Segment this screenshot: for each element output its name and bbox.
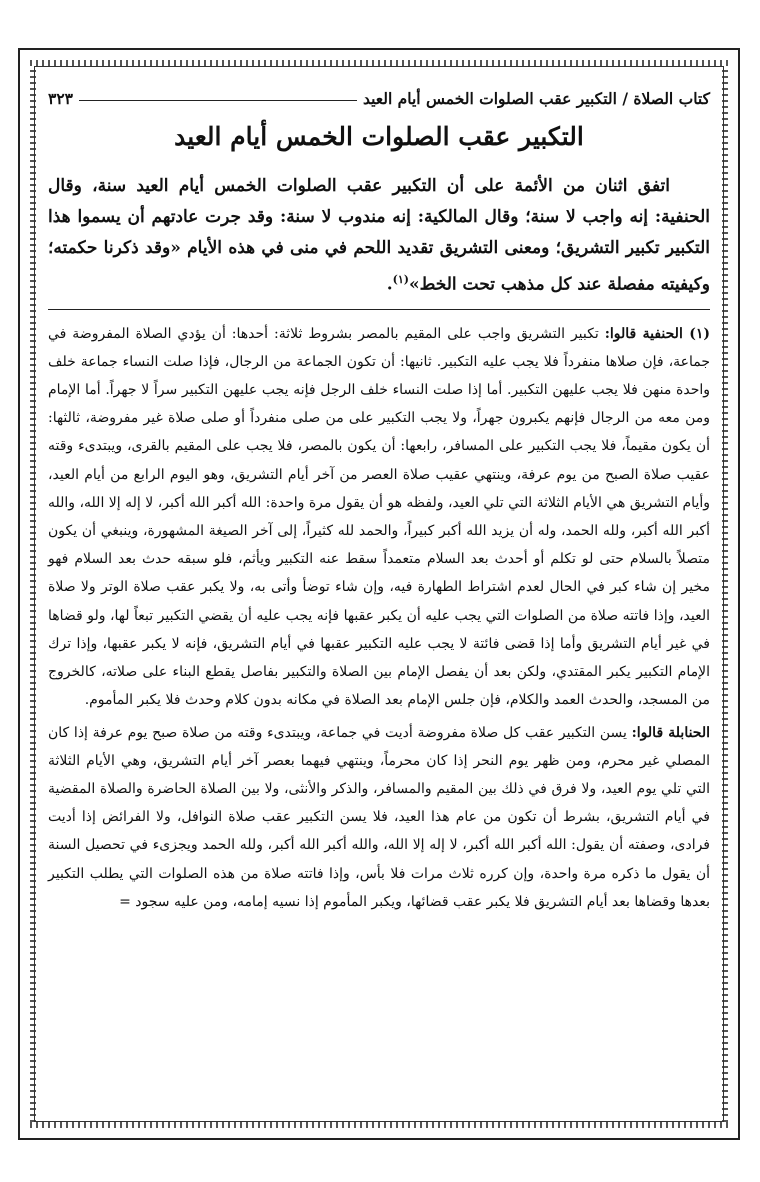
footnote-hanbali [48, 719, 710, 916]
running-header [48, 80, 710, 108]
intro-end: . [386, 274, 393, 295]
footnote-hanafi-text: تكبير التشريق واجب على المقيم بالمصر بشروط ثلاثة: أحدها: أن يؤدي الصلاة المفروضة في جماعة، فإن صلاها منفرداً فلا يجب عليه التكبير. ثانيها: أن تكون الجماعة من الرجال، فإذا صلت النساء جماعة خلف واحدة منهن فلا يجب عليهن التكبير. أما إذا صلت النساء خلف الرجل فإنه يجب عليهن التكبير سراً لا جهراً. أما الإمام ومن معه من الرجال فإنهم يكبرون جهراً، ولا يجب التكبير على من صلى منفرداً أو صلى صلاة غير مفروضة، ثالثها: أن يكون مقيماً، فلا يجب التكبير على المسافر، رابعها: أن يكون بالمصر، فلا يجب على المقيم بالقرى، ويبتدىء وقته عقيب صلاة الصبح من يوم عرفة، وينتهي عقيب صلاة العصر من آخر أيام التشريق، وهو اليوم الرابع من أيام العيد، وأيام التشريق هي الأيام الثلاثة التي تلي العيد، ولفظه هو أن يقول مرة واحدة: الله أكبر الله أكبر، لا إله إلا الله، والله أكبر الله أكبر، ولله الحمد، وله أن يزيد الله أكبر كبيراً، والحمد لله كثيراً، إلى آخر الصيغة المشهورة، وينبغي أن يكون متصلاً بالسلام حتى لو تكلم أو أحدث بعد السلام متعمداً سقط عنه التكبير ويأثم، فلو سبقه حدث بعد السلام فهو مخير إن شاء كبر في الحال لعدم اشتراط الطهارة فيه، وإن شاء توضأ وأتى به، ولا يكبر عقب صلاة الوتر ولا صلاة العيد، وإذا فاتته صلاة من الصلوات التي يجب عليه أن يكبر عقبها فإنه يجب عليه أن يقضي التكبير تبعاً لها، ولو قضاها في غير أيام التشريق وأما إذا قضى فائتة لا يجب عليه التكبير عقبها في أيام التشريق، فإنه لا يكبر عقبها، وإذا ترك الإمام التكبير يكبر المقتدي، ولكن بعد أن يفصل الإمام بين الصلاة والتكبير بفاصل يقطع البناء على صلاته، كالخروج من المسجد، والحدث العمد والكلام، فإن جلس الإمام بعد الصلاة في مكانه بدون كلام وحدث فلا يكبر المأموم. [48, 325, 710, 709]
section-title: التكبير عقب الصلوات الخمس أيام العيد [174, 122, 584, 151]
page-content [48, 80, 710, 1110]
page-number: ٣٢٣ [48, 89, 73, 108]
footnote-hanbali-label: الحنابلة قالوا: [631, 724, 710, 741]
intro-text: اتفق اثنان من الأئمة على أن التكبير عقب الصلوات الخمس أيام العيد سنة، وقال الحنفية: إنه واجب لا سنة؛ وقال المالكية: إنه مندوب لا سنة: وقد جرت عادتهم أن يسموا هذا التكبير تكبير التشريق؛ ومعنى التشريق تقديد اللحم في منى في هذه الأيام «وقد ذكرنا حكمته؛ وكيفيته مفصلة عند كل مذهب تحت الخط» [48, 176, 710, 295]
footnote-divider [48, 309, 710, 310]
running-header-rule [79, 100, 357, 101]
footnote-hanafi-label: (١) الحنفية قالوا: [604, 325, 710, 342]
running-header-title: كتاب الصلاة / التكبير عقب الصلوات الخمس أيام العيد [362, 89, 710, 108]
footnote-hanafi [48, 320, 710, 715]
footnote-hanbali-text: يسن التكبير عقب كل صلاة مفروضة أديت في جماعة، ويبتدىء وقته من صلاة صبح يوم عرفة إذا كان المصلي غير محرم، ومن ظهر يوم النحر إذا كان محرماً، وينتهي فيهما بعصر آخر أيام التشريق، وهي الأيام الثلاثة التي تلي يوم العيد، ولا فرق في ذلك بين المقيم والمسافر، والذكر والأنثى، ولا بين الصلاة الحاضرة والصلاة المقضية في أيام التشريق، بشرط أن تكون من عام هذا العيد، فلا يسن التكبير عقب صلاة النوافل، ولا الفرائض إذا أديت فرادى، وصفته أن يقول: الله أكبر الله أكبر، لا إله إلا الله، والله أكبر الله أكبر، ولله الحمد ويجزىء في تحصيل السنة أن يقول ما ذكره مرة واحدة، وإن كرره ثلاث مرات فلا بأس، وإذا فاتته صلاة من هذه الصلوات التي يطلب التكبير بعدها وقضاها بعد أيام التشريق فلا يكبر عقب قضائها، ويكبر المأموم إذا نسيه إمامه، ومن عليه سجود = [48, 724, 710, 910]
footnote-reference: (١) [392, 273, 409, 286]
intro-paragraph [48, 171, 710, 301]
